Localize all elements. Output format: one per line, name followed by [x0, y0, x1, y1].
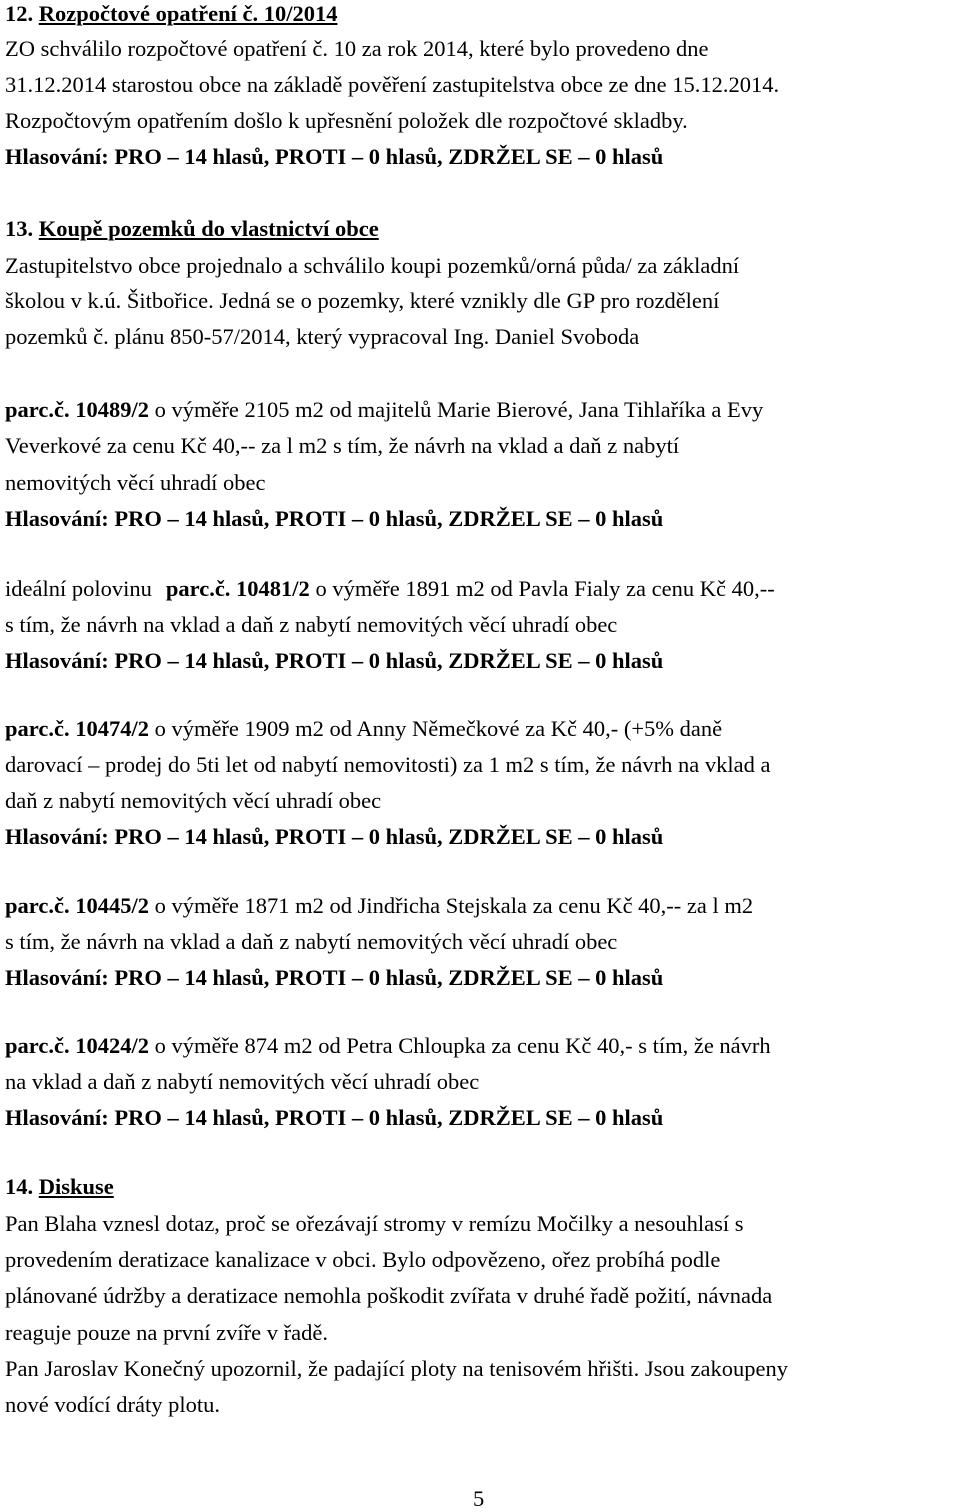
vote-result: Hlasování: PRO – 14 hlasů, PROTI – 0 hlasů, ZDRŽEL SE – 0 hlasů [5, 144, 664, 169]
section-13-number: 13. [5, 216, 34, 241]
section-14-heading [5, 1174, 114, 1200]
parcel-label: parc.č. 10474/2 [5, 716, 149, 741]
parcel-text-line: na vklad a daň z nabytí nemovitých věcí uhradí obec [5, 1069, 480, 1094]
parcel-line [5, 1033, 771, 1059]
vote-result: Hlasování: PRO – 14 hlasů, PROTI – 0 hlasů, ZDRŽEL SE – 0 hlasů [5, 506, 664, 531]
parcel-text-line: daň z nabytí nemovitých věcí uhradí obec [5, 788, 382, 813]
vote-result: Hlasování: PRO – 14 hlasů, PROTI – 0 hlasů, ZDRŽEL SE – 0 hlasů [5, 1105, 664, 1130]
section-13-title: Koupě pozemků do vlastnictví obce [38, 216, 379, 241]
parcel-detail: o výměře 1891 m2 od Pavla Fialy za cenu Kč 40,-- [315, 576, 775, 601]
section-13-text-line: pozemků č. plánu 850-57/2014, který vypracoval Ing. Daniel Svoboda [5, 324, 640, 349]
parcel-label: parc.č. 10489/2 [5, 397, 149, 422]
parcel-detail: o výměře 2105 m2 od majitelů Marie Bierové, Jana Tihlaříka a Evy [154, 397, 764, 422]
parcel-detail: o výměře 1909 m2 od Anny Němečkové za Kč 40,- (+5% daně [154, 716, 723, 741]
section-14-text-line: reaguje pouze na první zvíře v řadě. [5, 1320, 328, 1345]
parcel-detail: o výměře 1871 m2 od Jindřicha Stejskala za cenu Kč 40,-- za l m2 [154, 893, 754, 918]
section-13-heading [5, 216, 379, 242]
section-13-text-line: školou v k.ú. Šitbořice. Jedná se o pozemky, které vznikly dle GP pro rozdělení [5, 288, 720, 313]
section-14-title: Diskuse [38, 1174, 114, 1199]
section-14-text-line: Pan Jaroslav Konečný upozornil, že padající ploty na tenisovém hřišti. Jsou zakoupeny [5, 1356, 788, 1381]
section-14-text-line: plánované údržby a deratizace nemohla poškodit zvířata v druhé řadě požití, návnada [5, 1283, 773, 1308]
parcel-label: parc.č. 10445/2 [5, 893, 149, 918]
parcel-prefix: ideální polovinu [5, 576, 152, 601]
parcel-line [5, 397, 763, 423]
section-12-heading [5, 1, 337, 27]
parcel-text-line: s tím, že návrh na vklad a daň z nabytí nemovitých věcí uhradí obec [5, 929, 618, 954]
section-12-text-line: 31.12.2014 starostou obce na základě pověření zastupitelstva obce ze dne 15.12.2014. [5, 72, 780, 97]
parcel-text-line: darovací – prodej do 5ti let od nabytí nemovitosti) za 1 m2 s tím, že návrh na vklad a [5, 752, 771, 777]
section-14-text-line: Pan Blaha vznesl dotaz, proč se ořezávají stromy v remízu Močilky a nesouhlasí s [5, 1211, 744, 1236]
parcel-text-line: nemovitých věcí uhradí obec [5, 470, 266, 495]
parcel-line [5, 893, 753, 919]
parcel-text-line: s tím, že návrh na vklad a daň z nabytí nemovitých věcí uhradí obec [5, 612, 618, 637]
parcel-text-line: Veverkové za cenu Kč 40,-- za l m2 s tím, že návrh na vklad a daň z nabytí [5, 433, 680, 458]
section-12-text-line: ZO schválilo rozpočtové opatření č. 10 za rok 2014, které bylo provedeno dne [5, 36, 709, 61]
section-14-text-line: provedením deratizace kanalizace v obci. Bylo odpovězeno, ořez probíhá podle [5, 1247, 721, 1272]
section-14-text-line: nové vodící dráty plotu. [5, 1392, 220, 1417]
parcel-line [5, 716, 722, 742]
section-12-title: Rozpočtové opatření č. 10/2014 [38, 1, 338, 26]
vote-result: Hlasování: PRO – 14 hlasů, PROTI – 0 hlasů, ZDRŽEL SE – 0 hlasů [5, 824, 664, 849]
section-14-number: 14. [5, 1174, 34, 1199]
parcel-label: parc.č. 10424/2 [5, 1033, 149, 1058]
section-12-text-line: Rozpočtovým opatřením došlo k upřesnění položek dle rozpočtové skladby. [5, 108, 688, 133]
vote-result: Hlasování: PRO – 14 hlasů, PROTI – 0 hlasů, ZDRŽEL SE – 0 hlasů [5, 965, 664, 990]
section-13-text-line: Zastupitelstvo obce projednalo a schválilo koupi pozemků/orná půda/ za základní [5, 253, 740, 278]
vote-result: Hlasování: PRO – 14 hlasů, PROTI – 0 hlasů, ZDRŽEL SE – 0 hlasů [5, 648, 664, 673]
parcel-line [5, 576, 775, 602]
section-12-number: 12. [5, 1, 34, 26]
page-number: 5 [473, 1486, 485, 1511]
parcel-label: parc.č. 10481/2 [165, 576, 310, 601]
parcel-detail: o výměře 874 m2 od Petra Chloupka za cenu Kč 40,- s tím, že návrh [154, 1033, 771, 1058]
